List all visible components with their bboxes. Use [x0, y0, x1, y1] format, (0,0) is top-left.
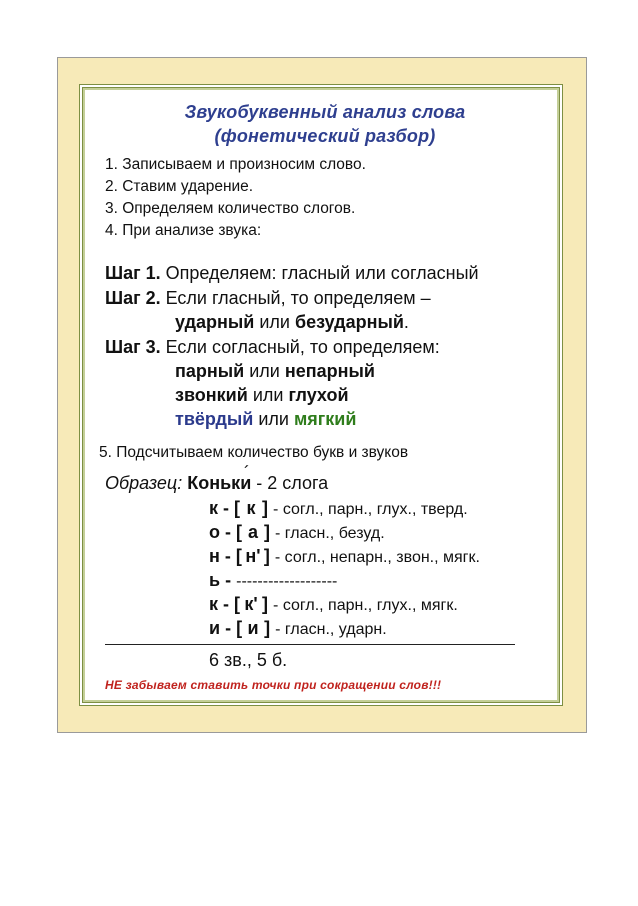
row-bracket-close: ] [262, 498, 269, 518]
voiced-option: звонкий [175, 385, 248, 405]
row-bracket-open: - [225, 570, 232, 590]
shag-3-label: Шаг 3. [105, 337, 161, 357]
sample-row [209, 618, 387, 639]
row-bracket-close: ] [264, 618, 271, 638]
total-divider [105, 644, 515, 645]
soft-option: мягкий [293, 409, 357, 429]
row-bracket-open: - [ [224, 546, 242, 566]
sample-row [209, 522, 385, 543]
row-sound [240, 594, 262, 615]
shag-2-text: Если гласный, то определяем – [165, 288, 431, 308]
sample-word [187, 473, 251, 493]
step-1: 1. Записываем и произносим слово. [105, 156, 366, 173]
voiceless-option: глухой [288, 385, 349, 405]
step-4: 4. При анализе звука: [105, 222, 262, 239]
sample-label: Образец: [105, 473, 183, 493]
row-letter: и [209, 618, 221, 638]
period: . [403, 312, 409, 332]
row-soft-mark: ' [253, 594, 258, 614]
shag-2-label: Шаг 2. [105, 288, 161, 308]
row-sound [242, 618, 264, 639]
shag-1 [105, 263, 479, 284]
row-bracket-close: ] [263, 546, 270, 566]
sample-total: 6 зв., 5 б. [209, 650, 288, 670]
or-text: или [258, 409, 289, 429]
stressed-option: ударный [175, 312, 255, 332]
row-description: ------------------- [236, 573, 338, 590]
row-soft-mark: ' [256, 546, 261, 566]
row-bracket-close: ] [262, 594, 269, 614]
shag-2 [105, 288, 431, 309]
pair-line [175, 361, 375, 382]
row-sound-letter: к [244, 594, 254, 614]
row-sound [242, 546, 264, 567]
shag-3-text: Если согласный, то определяем: [165, 337, 440, 357]
sample-word-stressed-letter: и ´ [240, 473, 251, 493]
shag-2-options [175, 312, 409, 333]
shag-3 [105, 337, 440, 358]
or-text: или [252, 385, 284, 405]
or-text: или [259, 312, 290, 332]
row-sound [240, 498, 262, 519]
sample-header [105, 473, 328, 494]
sample-row [209, 546, 480, 567]
row-description: - гласн., ударн. [275, 621, 387, 638]
row-bracket-open: - [ [223, 498, 241, 518]
hardness-line [175, 409, 356, 430]
row-letter: н [209, 546, 220, 566]
shag-1-text: Определяем: гласный или согласный [165, 263, 479, 283]
sample-word-base: Коньк [187, 473, 241, 493]
unpaired-option: непарный [284, 361, 375, 381]
title-line-1: Звукобуквенный анализ слова [184, 102, 466, 122]
row-sound [242, 522, 264, 543]
shag-1-label: Шаг 1. [105, 263, 161, 283]
warning-note: НЕ забываем ставить точки при сокращении слов!!! [105, 678, 442, 692]
title-line-2: (фонетический разбор) [214, 126, 436, 146]
unstressed-option: безударный [294, 312, 404, 332]
row-sound-letter: к [246, 498, 256, 518]
row-letter: к [209, 594, 219, 614]
rule-card [79, 84, 563, 706]
hard-option: твёрдый [175, 409, 254, 429]
row-letter: ь [209, 570, 221, 590]
paired-option: парный [175, 361, 245, 381]
row-letter: к [209, 498, 219, 518]
step-3: 3. Определяем количество слогов. [105, 200, 356, 217]
step-2: 2. Ставим ударение. [105, 178, 254, 195]
step-5: 5. Подсчитываем количество букв и звуков [99, 444, 409, 461]
row-sound-letter: н [245, 546, 257, 566]
row-description: - согл., парн., глух., тверд. [273, 501, 468, 518]
row-description: - согл., непарн., звон., мягк. [274, 549, 480, 566]
row-sound-letter: а [248, 522, 259, 542]
sample-syllables: - 2 слога [256, 473, 329, 493]
voice-line [175, 385, 349, 406]
row-bracket-open: - [ [225, 522, 243, 542]
sample-row [209, 594, 458, 615]
row-bracket-open: - [ [223, 594, 241, 614]
row-bracket-open: - [ [225, 618, 243, 638]
sample-row [209, 570, 337, 591]
row-sound-letter: и [247, 618, 259, 638]
row-letter: о [209, 522, 220, 542]
sample-row [209, 498, 468, 519]
row-description: - гласн., безуд. [275, 525, 385, 542]
or-text: или [249, 361, 280, 381]
row-bracket-close: ] [264, 522, 271, 542]
row-description: - согл., парн., глух., мягк. [273, 597, 458, 614]
